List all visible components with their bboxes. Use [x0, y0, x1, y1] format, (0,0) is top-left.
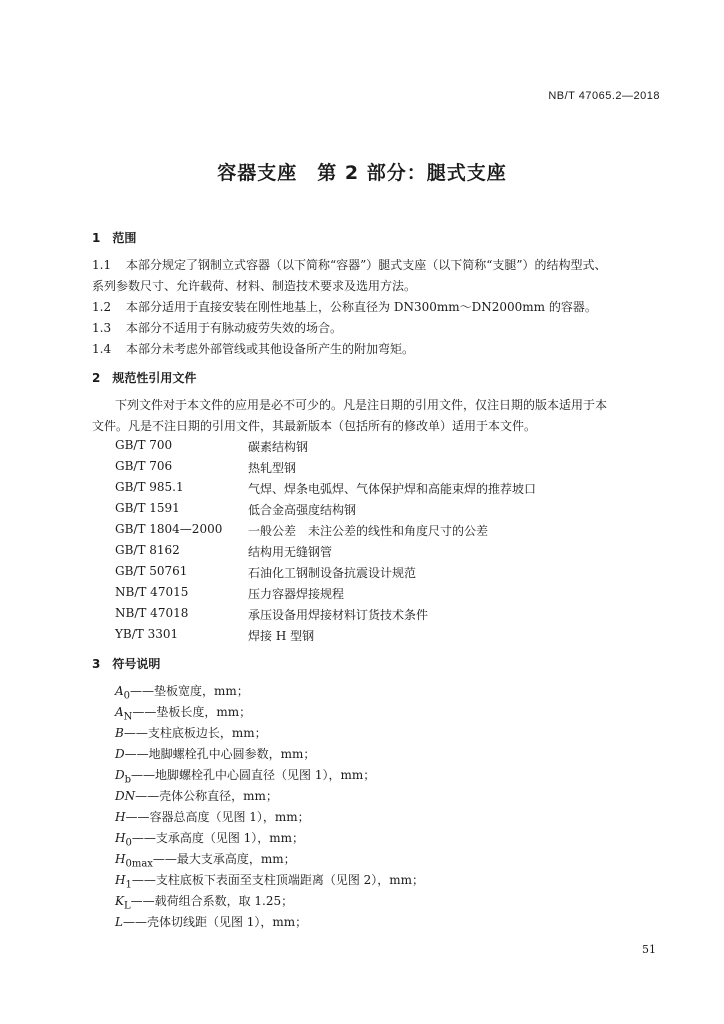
clause-text: 本部分适用于直接安装在刚性地基上，公称直径为 DN300mm～DN2000mm 的容器。	[126, 300, 597, 314]
symbol-description: ——垫板长度，mm；	[132, 705, 252, 719]
ref-title: 低合金高强度结构钢	[248, 503, 357, 517]
symbol-subscript: L	[123, 900, 131, 912]
ref-code: GB/T 1591	[115, 501, 180, 515]
ref-code: NB/T 47015	[115, 585, 189, 599]
references-intro-line2: 文件。凡是不注日期的引用文件，其最新版本（包括所有的修改单）适用于本文件。	[92, 419, 537, 433]
clause-number: 1.1	[92, 258, 112, 272]
symbol: L	[115, 915, 123, 929]
symbol-subscript: 1	[125, 879, 132, 891]
ref-code: YB/T 3301	[115, 627, 179, 641]
symbol: A	[115, 684, 124, 698]
section-1-heading: 1 范围	[92, 231, 137, 245]
clause-1-4	[92, 340, 414, 357]
symbol: D	[115, 768, 125, 782]
ref-title: 压力容器焊接规程	[248, 587, 345, 601]
symbol-description: ——垫板宽度，mm；	[130, 684, 249, 698]
ref-code: GB/T 706	[115, 459, 173, 473]
symbol: H	[115, 810, 126, 824]
section-3-heading: 3 符号说明	[92, 657, 161, 671]
symbol-subscript: 0max	[125, 858, 153, 870]
ref-title: 焊接 H 型钢	[248, 629, 315, 643]
symbol-description: ——载荷组合系数，取 1.25；	[130, 894, 294, 908]
symbol-description: ——最大支承高度，mm；	[152, 852, 296, 866]
symbol-subscript: 0	[125, 837, 132, 849]
clause-1-3	[92, 319, 342, 336]
symbol-entry	[115, 892, 293, 911]
symbol: D	[115, 747, 125, 761]
symbol: DN	[115, 789, 136, 803]
symbol-entry	[115, 682, 249, 701]
symbol-subscript: b	[124, 774, 132, 786]
ref-title: 结构用无缝钢管	[248, 545, 333, 559]
ref-title: 石油化工钢制设备抗震设计规范	[248, 566, 417, 580]
symbol-entry	[115, 871, 424, 890]
ref-code: GB/T 8162	[115, 543, 180, 557]
symbol-description: ——支承高度（见图 1），mm；	[131, 831, 305, 845]
symbol-description: ——地脚螺栓孔中心圆直径（见图 1），mm；	[131, 768, 376, 782]
clause-text: 本部分未考虑外部管线或其他设备所产生的附加弯矩。	[126, 342, 415, 356]
symbol-entry	[115, 745, 315, 764]
ref-title: 承压设备用焊接材料订货技术条件	[248, 608, 429, 622]
symbol-entry	[115, 913, 307, 932]
page-title: 容器支座 第 2 部分：腿式支座	[217, 162, 507, 184]
symbol-entry	[115, 703, 251, 722]
symbol-entry	[115, 787, 278, 806]
ref-title: 气焊、焊条电弧焊、气体保护焊和高能束焊的推荐坡口	[248, 482, 537, 496]
symbol: K	[115, 894, 124, 908]
symbol: H	[115, 852, 126, 866]
symbol-description: ——壳体切线距（见图 1），mm；	[122, 915, 308, 929]
symbol-entry	[115, 829, 304, 848]
ref-title: 热轧型钢	[248, 461, 297, 475]
ref-code: GB/T 985.1	[115, 480, 184, 494]
symbol-description: ——支柱底板边长，mm；	[123, 726, 267, 740]
ref-code: GB/T 1804—2000	[115, 522, 223, 536]
symbol: A	[115, 705, 124, 719]
clause-number: 1.3	[92, 321, 112, 335]
symbol-entry	[115, 850, 296, 869]
symbol: B	[115, 726, 124, 740]
clause-text: 本部分规定了钢制立式容器（以下简称“容器”）腿式支座（以下简称“支腿”）的结构型式、	[126, 258, 607, 272]
symbol-description: ——地脚螺栓孔中心圆参数，mm；	[124, 747, 316, 761]
clause-1-1-line1	[92, 256, 607, 273]
clause-number: 1.2	[92, 300, 112, 314]
clause-text: 本部分不适用于有脉动疲劳失效的场合。	[126, 321, 343, 335]
symbol-subscript: 0	[123, 690, 131, 702]
ref-code: GB/T 50761	[115, 564, 188, 578]
symbol: H	[115, 831, 126, 845]
ref-code: GB/T 700	[115, 438, 173, 452]
page-number: 51	[642, 943, 656, 956]
symbol-subscript: N	[123, 711, 133, 723]
standard-number: NB/T 47065.2—2018	[548, 90, 660, 102]
symbol-description: ——容器总高度（见图 1），mm；	[125, 810, 310, 824]
symbol-description: ——支柱底板下表面至支柱顶端距离（见图 2），mm；	[131, 873, 425, 887]
ref-title: 一般公差 未注公差的线性和角度尺寸的公差	[248, 524, 489, 538]
symbol-description: ——壳体公称直径，mm；	[135, 789, 278, 803]
symbol-entry	[115, 724, 267, 743]
ref-title: 碳素结构钢	[248, 440, 309, 454]
clause-1-1-line2: 系列参数尺寸、允许载荷、材料、制造技术要求及选用方法。	[92, 279, 417, 293]
ref-code: NB/T 47018	[115, 606, 189, 620]
symbol-entry	[115, 808, 310, 827]
symbol-entry	[115, 766, 375, 785]
symbol: H	[115, 873, 126, 887]
section-2-heading: 2 规范性引用文件	[92, 371, 197, 385]
clause-1-2	[92, 298, 597, 315]
clause-number: 1.4	[92, 342, 112, 356]
references-intro-line1: 下列文件对于本文件的应用是必不可少的。凡是注日期的引用文件，仅注日期的版本适用于本	[115, 398, 608, 412]
